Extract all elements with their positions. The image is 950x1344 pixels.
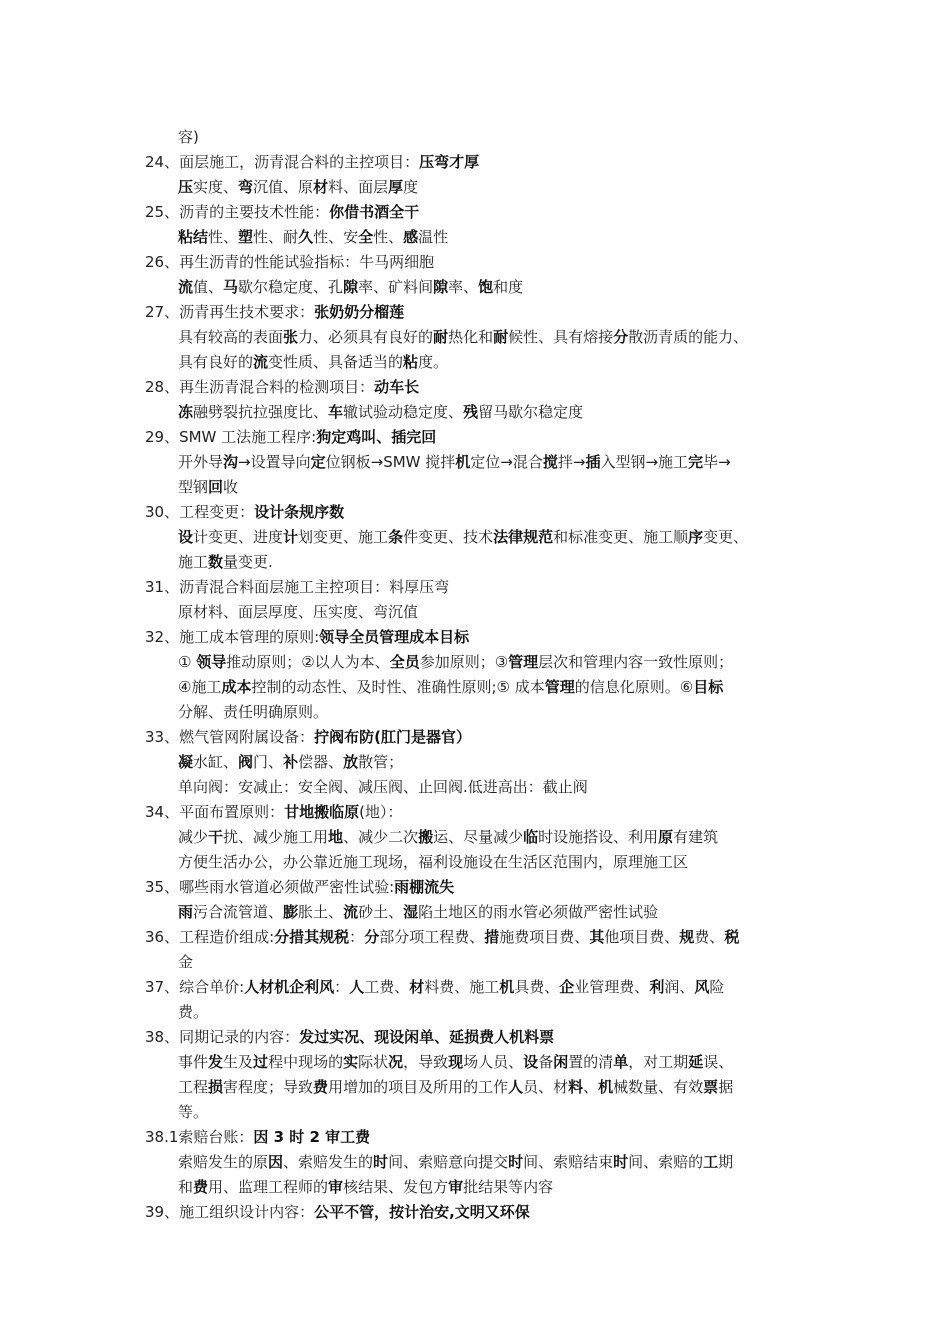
body-text: 他项目费、 (604, 928, 680, 946)
item-text-line (178, 675, 723, 700)
keyword-text: 税 (724, 928, 740, 946)
keyword-text: 动车长 (374, 378, 420, 396)
body-text: 期 (718, 1153, 734, 1171)
body-text: 方便生活办公，办公靠近施工现场，福利设施设在生活区范围内，原理施工区 (178, 853, 689, 871)
item-text-line (178, 1075, 733, 1100)
keyword-text: 序 (688, 528, 704, 546)
body-text: 具有较高的表面 (178, 328, 284, 346)
body-text: 率、矿料间 (358, 278, 434, 296)
body-text: 批结果等内容 (463, 1178, 554, 1196)
list-item (145, 575, 449, 600)
keyword-text: 搅 (542, 453, 558, 471)
item-text-line (178, 850, 688, 875)
body-text: 参加原则；③ (419, 653, 509, 671)
body-text: 面层施工，沥青混合料的主控项目： (179, 153, 420, 171)
body-text: 施费项目费、 (499, 928, 590, 946)
body-text: 性、安 (313, 228, 359, 246)
keyword-text: 闲 (553, 1053, 569, 1071)
keyword-text: 时 (613, 1153, 629, 1171)
keyword-text: 人材机企利风 (244, 978, 335, 996)
item-text-line (178, 550, 273, 575)
keyword-text: 发 (208, 1053, 224, 1071)
item-number: 28、 (145, 378, 180, 396)
keyword-text: 过 (253, 1053, 269, 1071)
body-text: 再生沥青混合料的检测项目： (179, 378, 375, 396)
body-text: 沥青混合料面层施工主控项目：料厚压弯 (179, 578, 450, 596)
keyword-text: 成本 (221, 678, 252, 696)
list-item (145, 500, 344, 525)
keyword-text: 全 (358, 228, 374, 246)
list-item (145, 1125, 370, 1150)
item-number: 33、 (145, 728, 180, 746)
body-text: 力、必须具有良好的 (298, 328, 434, 346)
body-text: 度。 (418, 353, 449, 371)
keyword-text: 目标 (693, 678, 724, 696)
item-text-line (178, 650, 733, 675)
keyword-text: 料 (568, 1078, 584, 1096)
list-item (145, 250, 434, 275)
keyword-text: 时 (373, 1153, 389, 1171)
keyword-text: 机 (499, 978, 515, 996)
keyword-text: 隙 (433, 278, 449, 296)
body-text: 和度 (493, 278, 524, 296)
body-text: 运、尽量减少 (433, 828, 524, 846)
list-item (145, 925, 739, 950)
body-text: 施工成本管理的原则: (179, 628, 320, 646)
keyword-text: 拧阀布防(肛门是器官） (314, 728, 471, 746)
keyword-text: 耐 (493, 328, 509, 346)
keyword-text: 法律规范 (493, 528, 554, 546)
body-text: 划变更、施工 (298, 528, 389, 546)
body-text: 型钢 (178, 478, 209, 496)
body-text: 偿器、 (298, 753, 344, 771)
list-item (145, 875, 454, 900)
keyword-text: 材 (409, 978, 425, 996)
keyword-text: 管理 (544, 678, 575, 696)
keyword-text: 条 (388, 528, 404, 546)
keyword-text: 分 (364, 928, 380, 946)
body-text: 平面布置原则： (179, 803, 285, 821)
body-text: 入型钢→施工 (600, 453, 689, 471)
item-number: 38、 (145, 1028, 180, 1046)
keyword-text: 利 (649, 978, 665, 996)
body-text: 变更、 (703, 528, 749, 546)
keyword-text: 机 (455, 453, 471, 471)
keyword-text: 延 (688, 1053, 704, 1071)
body-text: 分解、责任明确原则。 (178, 703, 329, 721)
item-text-line (178, 400, 583, 425)
keyword-text: 人 (508, 1078, 524, 1096)
body-text: 性、 (208, 228, 239, 246)
body-text: 定位→混合 (470, 453, 543, 471)
body-text: 润、 (664, 978, 695, 996)
list-item (145, 800, 402, 825)
keyword-text: 规 (679, 928, 695, 946)
body-text: 工费、 (364, 978, 410, 996)
body-text: 具费、 (514, 978, 560, 996)
body-text: 、减少二次 (343, 828, 419, 846)
keyword-text: 残 (463, 403, 479, 421)
body-text: 索赔发生的原 (178, 1153, 269, 1171)
body-text: 值、 (193, 278, 224, 296)
keyword-text: 机 (598, 1078, 614, 1096)
item-text-line (178, 900, 658, 925)
item-number: 26、 (145, 253, 180, 271)
body-text: 开外导 (178, 453, 224, 471)
body-text: 施工 (178, 553, 209, 571)
keyword-text: 补 (283, 753, 299, 771)
body-text: 砂土、 (358, 903, 404, 921)
list-item (145, 1200, 530, 1225)
keyword-text: 公平不管，按计治安,文明又环保 (314, 1203, 530, 1221)
keyword-text: 工 (703, 1153, 719, 1171)
list-item (145, 300, 404, 325)
body-text: 工程造价组成: (179, 928, 275, 946)
keyword-text: 临 (523, 828, 539, 846)
body-text: 的信息化原则。⑥ (574, 678, 694, 696)
keyword-text: 材 (313, 178, 329, 196)
keyword-text: 压弯才厚 (419, 153, 480, 171)
keyword-text: 张 (283, 328, 299, 346)
body-text: 具有良好的 (178, 353, 254, 371)
keyword-text: 措 (484, 928, 500, 946)
keyword-text: 耐 (433, 328, 449, 346)
keyword-text: 损 (208, 1078, 224, 1096)
item-text-line (178, 325, 748, 350)
item-text-line (178, 950, 193, 975)
body-text: 工程 (178, 1078, 209, 1096)
keyword-text: 实 (343, 1053, 359, 1071)
list-item (145, 200, 419, 225)
body-text: 拌→ (557, 453, 586, 471)
body-text: 、 (583, 1078, 599, 1096)
body-text: 性、 (373, 228, 404, 246)
body-text: 沥青再生技术要求： (179, 303, 315, 321)
keyword-text: 凝 (178, 753, 194, 771)
body-text: 胀土、 (298, 903, 344, 921)
body-text: ，对工期 (628, 1053, 689, 1071)
item-text-line (178, 1050, 733, 1075)
body-text: 度 (403, 178, 419, 196)
item-text-line (178, 600, 418, 625)
body-text: 歇尔稳定度、孔 (238, 278, 344, 296)
item-number: 29、 (145, 428, 180, 446)
body-text: 程中现场的 (268, 1053, 344, 1071)
keyword-text: 单 (613, 1053, 629, 1071)
item-number: 36、 (145, 928, 180, 946)
body-text: 原材料、面层厚度、压实度、弯沉值 (178, 603, 419, 621)
keyword-text: 冻 (178, 403, 194, 421)
list-item (145, 150, 479, 175)
body-text: ④施工 (178, 678, 222, 696)
item-number: 27、 (145, 303, 180, 321)
item-text-line (178, 350, 448, 375)
body-text: 场人员、 (463, 1053, 524, 1071)
body-text: 械数量、有效 (613, 1078, 704, 1096)
body-text: 率、 (448, 278, 479, 296)
body-text: 索赔台账： (178, 1128, 254, 1146)
keyword-text: 人 (349, 978, 365, 996)
body-text: 计变更、进度 (193, 528, 284, 546)
body-text: 置的清 (568, 1053, 614, 1071)
item-text-line (178, 450, 731, 475)
item-text-line (178, 525, 748, 550)
body-text: 和 (178, 1178, 194, 1196)
item-number: 39、 (145, 1203, 180, 1221)
body-text: 等。 (178, 1103, 209, 1121)
keyword-text: 管理 (508, 653, 539, 671)
keyword-text: 计 (283, 528, 299, 546)
body-text: 间、索赔意向提交 (388, 1153, 509, 1171)
body-text: 同期记录的内容： (179, 1028, 300, 1046)
body-text: 哪些雨水管道必须做严密性试验: (179, 878, 395, 896)
body-text: 辙试验动稳定度、 (343, 403, 464, 421)
keyword-text: 你借书酒全干 (329, 203, 420, 221)
body-text: 层次和管理内容一致性原则； (538, 653, 734, 671)
body-text: ① (178, 653, 197, 671)
body-text: 部分项工程费、 (379, 928, 485, 946)
keyword-text: 弯 (238, 178, 254, 196)
keyword-text: 车 (328, 403, 344, 421)
keyword-text: 其 (589, 928, 605, 946)
body-text: 毕→ (703, 453, 731, 471)
item-number: 25、 (145, 203, 180, 221)
body-text: 用、监理工程师的 (208, 1178, 329, 1196)
item-text-line (178, 750, 403, 775)
keyword-text: 地 (328, 828, 344, 846)
body-text: 料、面层 (328, 178, 389, 196)
body-text: 费。 (178, 1003, 209, 1021)
list-item (145, 975, 724, 1000)
body-text: 险 (709, 978, 725, 996)
body-text: 燃气管网附属设备： (179, 728, 315, 746)
keyword-text: 流 (253, 353, 269, 371)
keyword-text: 膨 (283, 903, 299, 921)
body-text: ： (349, 928, 365, 946)
keyword-text: 况 (388, 1053, 404, 1071)
keyword-text: 定 (310, 453, 326, 471)
keyword-text: 时 (508, 1153, 524, 1171)
body-text: 再生沥青的性能试验指标：牛马两细胞 (179, 253, 435, 271)
keyword-text: 现 (448, 1053, 464, 1071)
body-text: (地）： (359, 803, 403, 821)
body-text: 费、 (694, 928, 725, 946)
keyword-text: 狗定鸡叫、插完回 (316, 428, 437, 446)
keyword-text: 雨 (178, 903, 194, 921)
item-number: 35、 (145, 878, 180, 896)
keyword-text: 流 (178, 278, 194, 296)
keyword-text: 领导全员管理成本目标 (319, 628, 470, 646)
body-text: 性、耐 (253, 228, 299, 246)
body-text: 害程度；导致 (223, 1078, 314, 1096)
item-text-line (178, 275, 523, 300)
item-text-line (178, 1175, 553, 1200)
item-text-line (178, 825, 718, 850)
item-text-line (178, 125, 199, 150)
body-text: ： (334, 978, 350, 996)
body-text: 件变更、技术 (403, 528, 494, 546)
keyword-text: 搬 (418, 828, 434, 846)
keyword-text: 湿 (403, 903, 419, 921)
keyword-text: 回 (208, 478, 224, 496)
body-text: 水缸、 (193, 753, 239, 771)
keyword-text: 审 (448, 1178, 464, 1196)
item-text-line (178, 1150, 733, 1175)
body-text: 际状 (358, 1053, 389, 1071)
body-text: 温性 (418, 228, 449, 246)
item-number: 34、 (145, 803, 180, 821)
keyword-text: 原 (658, 828, 674, 846)
body-text: 据 (718, 1078, 734, 1096)
body-text: 事件 (178, 1053, 209, 1071)
body-text: 备 (538, 1053, 554, 1071)
item-text-line (178, 1000, 208, 1025)
keyword-text: 流 (343, 903, 359, 921)
keyword-text: 发过实况、现设闲单、延损费人机料票 (299, 1028, 555, 1046)
keyword-text: 厚 (388, 178, 404, 196)
keyword-text: 全员 (389, 653, 420, 671)
body-text: 核结果、发包方 (343, 1178, 449, 1196)
keyword-text: 沟 (223, 453, 239, 471)
body-text: 员、材 (523, 1078, 569, 1096)
keyword-text: 票 (703, 1078, 719, 1096)
body-text: 量变更. (223, 553, 273, 571)
item-number: 32、 (145, 628, 180, 646)
body-text: 施工组织设计内容： (179, 1203, 315, 1221)
body-text: 时设施搭设、利用 (538, 828, 659, 846)
body-text: 和标准变更、施工顺 (553, 528, 689, 546)
body-text: 业管理费、 (574, 978, 650, 996)
keyword-text: 雨棚流失 (394, 878, 455, 896)
body-text: 控制的动态性、及时性、准确性原则;⑤ 成本 (251, 678, 545, 696)
body-text: 沥青的主要技术性能： (179, 203, 330, 221)
keyword-text: 领导 (196, 653, 227, 671)
body-text: 散沥青质的能力、 (628, 328, 749, 346)
body-text: 推动原则；②以人为本、 (226, 653, 390, 671)
item-number: 30、 (145, 503, 180, 521)
body-text: 实度、 (193, 178, 239, 196)
keyword-text: 马 (223, 278, 239, 296)
list-item (145, 425, 436, 450)
keyword-text: 完 (688, 453, 704, 471)
body-text: 污合流管道、 (193, 903, 284, 921)
keyword-text: 压 (178, 178, 194, 196)
body-text: 容) (178, 128, 199, 146)
keyword-text: 甘地搬临原 (284, 803, 360, 821)
keyword-text: 干 (208, 828, 224, 846)
body-text: 单向阀：安减止：安全阀、减压阀、止回阀.低进高出：截止阀 (178, 778, 588, 796)
item-text-line (178, 175, 418, 200)
body-text: 融劈裂抗拉强度比、 (193, 403, 329, 421)
body-text: 间、索赔的 (628, 1153, 704, 1171)
item-number: 24、 (145, 153, 180, 171)
body-text: 留马歇尔稳定度 (478, 403, 584, 421)
body-text: ，导致 (403, 1053, 449, 1071)
body-text: 门、 (253, 753, 284, 771)
keyword-text: 阀 (238, 753, 254, 771)
body-text: SMW 工法施工程序: (179, 428, 317, 446)
item-number: 31、 (145, 578, 180, 596)
body-text: 收 (223, 478, 239, 496)
body-text: 料费、施工 (424, 978, 500, 996)
body-text: 间、索赔结束 (523, 1153, 614, 1171)
body-text: 沉值、原 (253, 178, 314, 196)
body-text: 用增加的项目及所用的工作 (328, 1078, 509, 1096)
body-text: 热化和 (448, 328, 494, 346)
body-text: 减少 (178, 828, 209, 846)
keyword-text: 因 3 时 2 审工费 (253, 1128, 371, 1146)
keyword-text: 因 (268, 1153, 284, 1171)
item-text-line (178, 1100, 208, 1125)
keyword-text: 隙 (343, 278, 359, 296)
body-text: →设置导向 (238, 453, 311, 471)
keyword-text: 设 (178, 528, 194, 546)
keyword-text: 数 (208, 553, 224, 571)
item-text-line (178, 700, 328, 725)
item-text-line (178, 225, 448, 250)
item-text-line (178, 475, 238, 500)
body-text: 综合单价: (179, 978, 245, 996)
item-text-line (178, 775, 588, 800)
keyword-text: 放 (343, 753, 359, 771)
keyword-text: 设计条规序数 (254, 503, 345, 521)
keyword-text: 费 (313, 1078, 329, 1096)
keyword-text: 久 (298, 228, 314, 246)
body-text: 误、 (703, 1053, 734, 1071)
keyword-text: 设 (523, 1053, 539, 1071)
keyword-text: 插 (585, 453, 601, 471)
body-text: 变性质、具备适当的 (268, 353, 404, 371)
keyword-text: 分 (613, 328, 629, 346)
keyword-text: 费 (193, 1178, 209, 1196)
item-number: 37、 (145, 978, 180, 996)
keyword-text: 审 (328, 1178, 344, 1196)
list-item (145, 1025, 554, 1050)
body-text: 工程变更： (179, 503, 255, 521)
keyword-text: 张奶奶分榴莲 (314, 303, 405, 321)
body-text: 生及 (223, 1053, 254, 1071)
keyword-text: 感 (403, 228, 419, 246)
keyword-text: 分措其规税 (274, 928, 350, 946)
body-text: 候性、具有熔接 (508, 328, 614, 346)
body-text: 散管； (358, 753, 404, 771)
body-text: 、索赔发生的 (283, 1153, 374, 1171)
list-item (145, 625, 469, 650)
keyword-text: 粘 (403, 353, 419, 371)
body-text: 扰、减少施工用 (223, 828, 329, 846)
keyword-text: 饱 (478, 278, 494, 296)
body-text: 有建筑 (673, 828, 719, 846)
item-number: 38.1 (145, 1128, 179, 1146)
keyword-text: 风 (694, 978, 710, 996)
body-text: 金 (178, 953, 194, 971)
body-text: 陷土地区的雨水管必须做严密性试验 (418, 903, 659, 921)
body-text: 位钢板→SMW 搅拌 (325, 453, 456, 471)
keyword-text: 企 (559, 978, 575, 996)
keyword-text: 粘结 (178, 228, 209, 246)
keyword-text: 塑 (238, 228, 254, 246)
list-item (145, 375, 419, 400)
list-item (145, 725, 471, 750)
